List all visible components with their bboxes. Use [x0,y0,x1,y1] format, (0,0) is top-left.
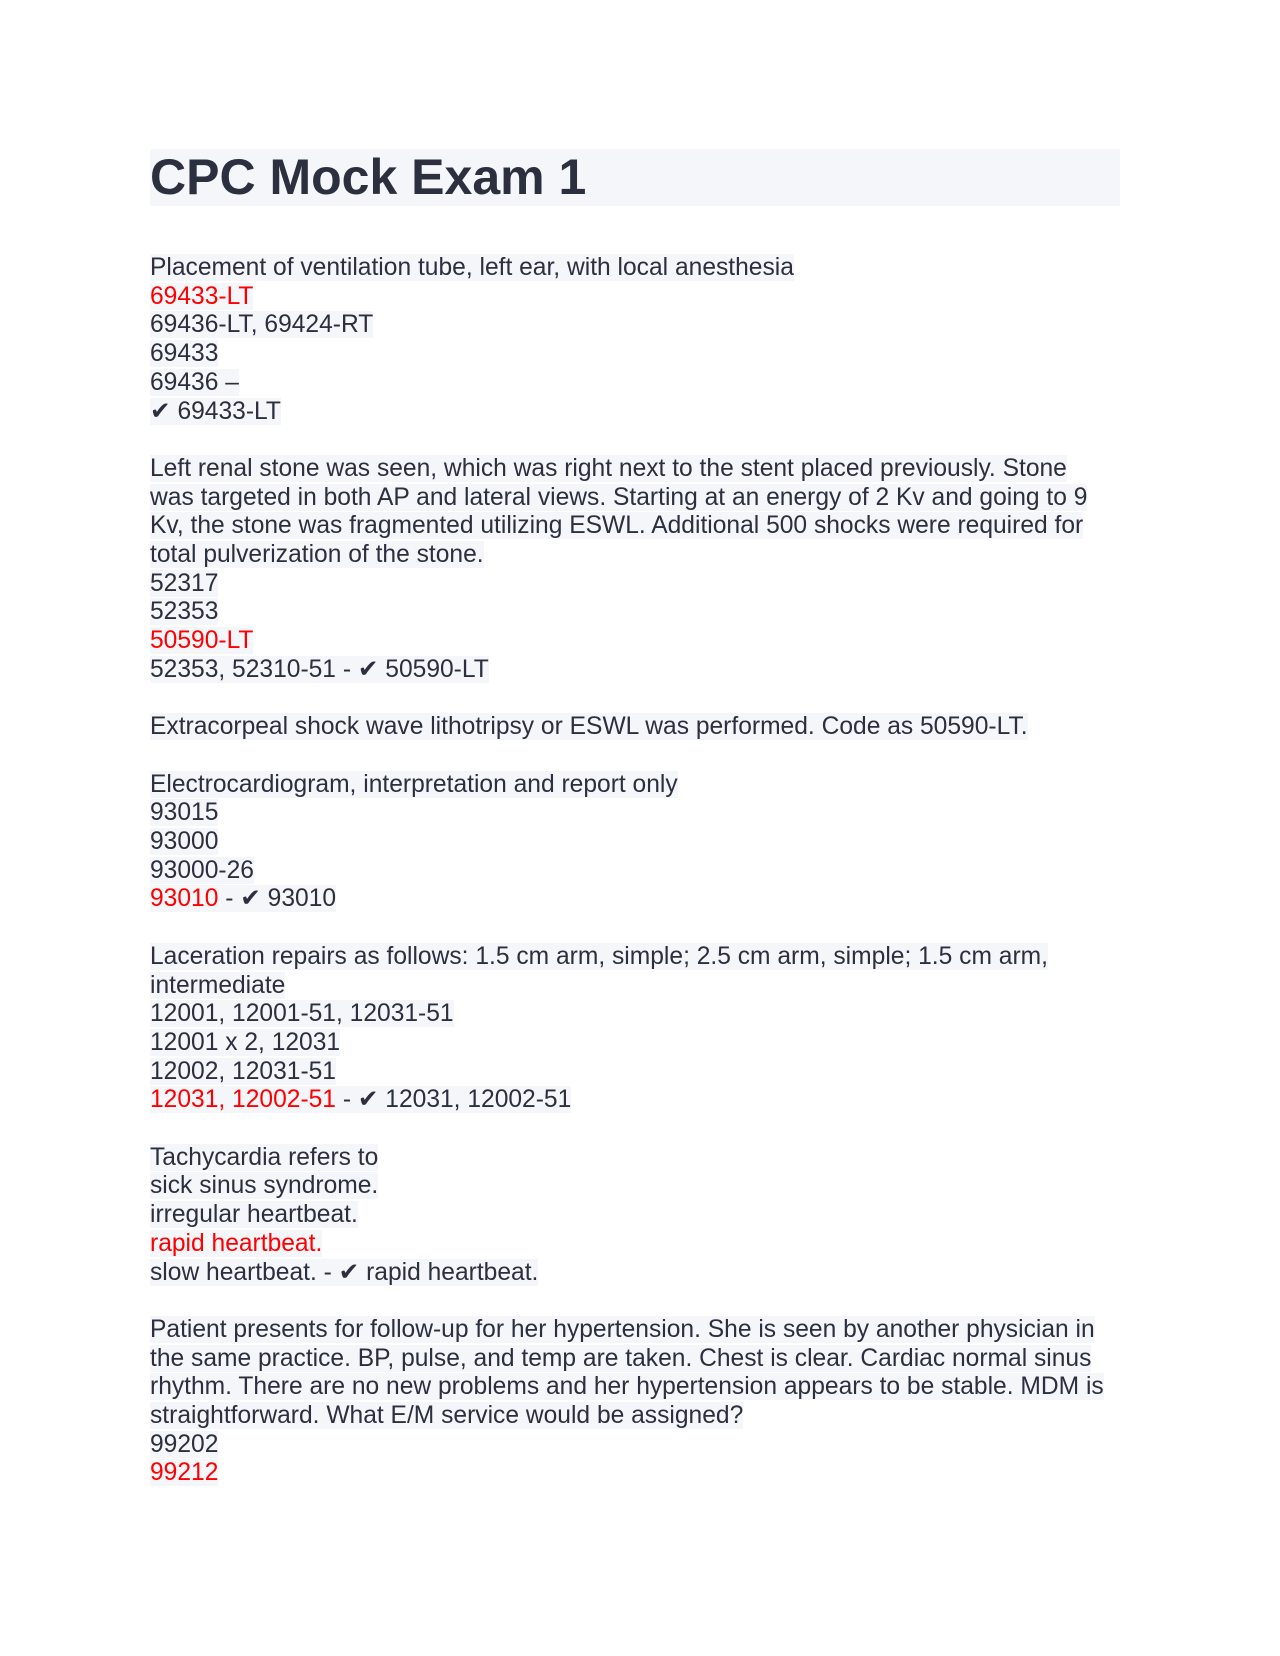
answer-option-line [150,1086,1120,1115]
highlighted-text [150,1201,358,1228]
text-segment: irregular heartbeat. [150,1201,358,1229]
highlighted-text [150,627,253,654]
highlighted-text [150,1172,378,1199]
highlighted-text [150,1086,571,1113]
text-segment: the same practice. BP, pulse, and temp are taken. Chest is clear. Cardiac normal sinus [150,1344,1092,1372]
answer-option-line [150,1431,1120,1460]
highlighted-text [150,598,218,625]
answer-option-line [150,799,1120,828]
question-text-line [150,943,1120,972]
highlighted-text [150,1058,336,1085]
highlighted-text [150,1230,322,1257]
answer-option-line [150,627,1120,656]
answer-option-line [150,1029,1120,1058]
highlighted-text [150,857,254,884]
question-text-line [150,455,1120,484]
correct-answer-text: 93010 [150,885,219,913]
answer-option-line [150,598,1120,627]
answer-option-line [150,1230,1120,1259]
answer-option-line [150,1058,1120,1087]
correct-answer-text: 50590-LT [150,627,254,655]
text-segment: 93000-26 [150,856,254,884]
correct-answer-text: rapid heartbeat. [150,1229,323,1257]
question-text-line [150,1144,1120,1173]
question-text-line [150,1316,1120,1345]
text-segment: straightforward. What E/M service would be assigned? [150,1402,744,1430]
text-segment: Electrocardiogram, interpretation and report only [150,770,678,798]
answer-option-line [150,1172,1120,1201]
answer-option-line [150,570,1120,599]
highlighted-text [150,972,285,999]
text-segment: Tachycardia refers to [150,1143,379,1171]
highlighted-text [150,311,373,338]
answer-option-line [150,398,1120,427]
text-segment: Extracorpeal shock wave lithotripsy or ESWL was performed. Code as 50590-LT. [150,713,1028,741]
question-block [150,455,1120,685]
text-segment: 12001 x 2, 12031 [150,1028,341,1056]
correct-answer-text: 12031, 12002-51 [150,1086,336,1114]
answer-option-line [150,340,1120,369]
answer-option-line [150,972,1120,1001]
text-segment: Left renal stone was seen, which was right next to the stent placed previously. Stone [150,454,1067,482]
highlighted-text [150,1431,218,1458]
highlighted-text [150,1316,1095,1343]
text-segment: rhythm. There are no new problems and her hypertension appears to be stable. MDM is [150,1373,1104,1401]
question-block [150,254,1120,426]
text-segment: Kv, the stone was fragmented utilizing ESWL. Additional 500 shocks were required for [150,512,1084,540]
highlighted-text [150,512,1083,539]
highlighted-text [150,398,281,425]
text-segment: intermediate [150,971,286,999]
highlighted-text [150,1259,538,1286]
text-segment: 52353, 52310-51 - ✔ 50590-LT [150,655,489,683]
question-block [150,771,1120,915]
question-text-line [150,771,1120,800]
text-segment: 93015 [150,799,219,827]
text-segment: - ✔ 93010 [218,885,337,913]
answer-option-line [150,1373,1120,1402]
text-segment: 12001, 12001-51, 12031-51 [150,1000,454,1028]
question-block [150,713,1120,742]
highlighted-text [150,885,336,912]
answer-option-line [150,1402,1120,1431]
highlighted-text [150,1144,378,1171]
answer-option-line [150,283,1120,312]
question-text-line [150,713,1120,742]
text-segment: 52317 [150,569,219,597]
text-segment: 93000 [150,828,219,856]
answer-option-line [150,311,1120,340]
text-segment: 52353 [150,598,219,626]
question-block [150,1144,1120,1288]
answer-option-line [150,828,1120,857]
highlighted-text [150,541,484,568]
text-segment: slow heartbeat. - ✔ rapid heartbeat. [150,1258,539,1286]
answer-option-line [150,857,1120,886]
question-block [150,943,1120,1115]
correct-answer-text: 99212 [150,1459,219,1487]
question-block [150,1316,1120,1488]
text-segment: 69436 – [150,368,239,396]
answer-option-line [150,512,1120,541]
answer-option-line [150,1459,1120,1488]
text-segment: 99202 [150,1430,219,1458]
text-segment: Placement of ventilation tube, left ear, with local anesthesia [150,254,794,281]
highlighted-text [150,771,678,798]
answer-option-line [150,1345,1120,1374]
correct-answer-text: 69433-LT [150,282,254,310]
text-segment: Patient presents for follow-up for her hypertension. She is seen by another physician in [150,1315,1095,1343]
question-text-line [150,254,1120,283]
text-segment: ✔ 69433-LT [150,397,281,425]
answer-option-line [150,1000,1120,1029]
highlighted-text [150,455,1067,482]
highlighted-text [150,943,1048,970]
text-segment: sick sinus syndrome. [150,1172,379,1200]
answer-option-line [150,484,1120,513]
highlighted-text [150,1345,1091,1372]
highlighted-text [150,570,218,597]
document [150,149,1120,1517]
highlighted-text [150,340,218,367]
text-segment: was targeted in both AP and lateral views. Starting at an energy of 2 Kv and going to 9 [150,483,1088,511]
highlighted-text [150,1000,454,1027]
text-segment: Laceration repairs as follows: 1.5 cm arm, simple; 2.5 cm arm, simple; 1.5 cm arm, [150,942,1048,970]
highlighted-text [150,828,218,855]
answer-option-line [150,656,1120,685]
answer-option-line [150,541,1120,570]
highlighted-text [150,1402,743,1429]
text-segment: total pulverization of the stone. [150,541,484,569]
highlighted-text [150,484,1087,511]
text-segment: 12002, 12031-51 [150,1057,336,1085]
highlighted-text [150,1373,1104,1400]
highlighted-text [150,656,489,683]
document-body [150,254,1120,1488]
answer-option-line [150,1201,1120,1230]
highlighted-text [150,254,794,281]
text-segment: 69433 [150,340,219,368]
highlighted-text [150,283,253,310]
text-segment: 69436-LT, 69424-RT [150,311,374,339]
text-segment: - ✔ 12031, 12002-51 [336,1086,572,1114]
highlighted-text [150,1459,218,1486]
page-title: CPC Mock Exam 1 [150,149,1120,206]
highlighted-text [150,369,239,396]
highlighted-text [150,799,218,826]
answer-option-line [150,885,1120,914]
highlighted-text [150,713,1028,740]
answer-option-line [150,369,1120,398]
highlighted-text [150,1029,340,1056]
answer-option-line [150,1259,1120,1288]
